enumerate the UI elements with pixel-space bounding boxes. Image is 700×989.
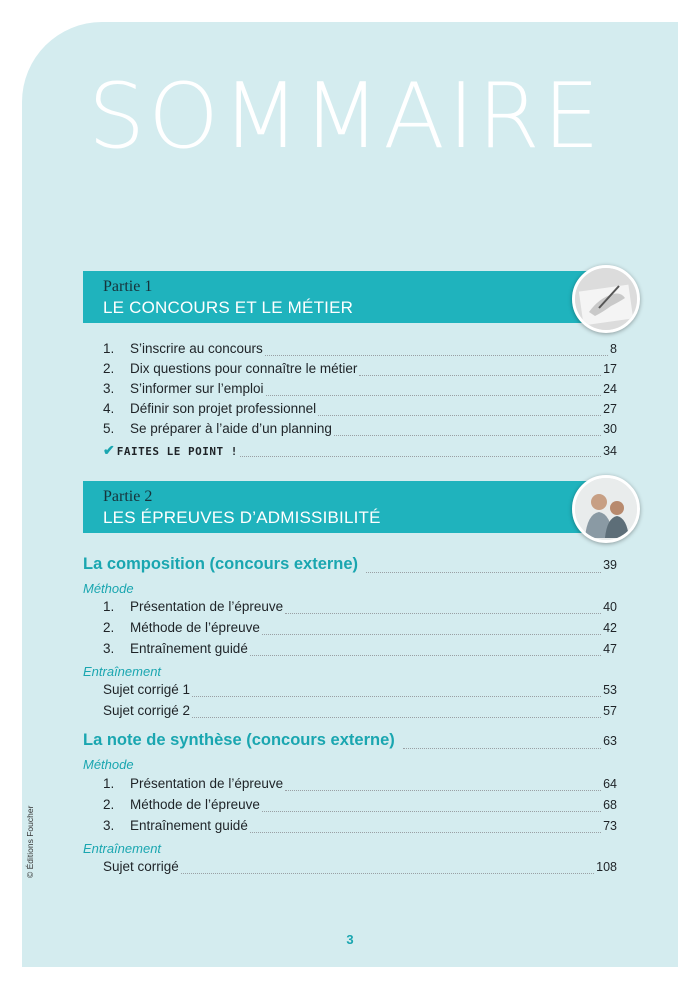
toc-item-page: 53	[603, 683, 617, 697]
dot-leader	[334, 435, 601, 436]
toc-item[interactable]	[103, 641, 617, 661]
toc-item-page: 73	[603, 819, 617, 833]
toc-item-number: 3.	[103, 381, 115, 396]
toc-item-title: Dix questions pour connaître le métier	[130, 361, 358, 376]
dot-leader	[285, 613, 601, 614]
section-page: 39	[603, 558, 617, 572]
dot-leader	[266, 395, 602, 396]
toc-item[interactable]	[103, 620, 617, 640]
toc-item-page: 8	[610, 342, 617, 356]
toc-item-title: Présentation de l’épreuve	[130, 599, 284, 614]
dot-leader	[262, 811, 601, 812]
checkpoint-text: FAITES LE POINT !	[116, 445, 238, 458]
toc-item[interactable]	[103, 859, 617, 879]
toc-item-page: 57	[603, 704, 617, 718]
toc-item-page: 24	[603, 382, 617, 396]
toc-item[interactable]	[103, 401, 617, 421]
part2-banner	[83, 481, 623, 533]
dot-leader	[359, 375, 601, 376]
dot-leader	[285, 790, 601, 791]
toc-item-page: 42	[603, 621, 617, 635]
toc-item[interactable]	[103, 818, 617, 838]
part1-photo-writing-hand	[572, 265, 640, 333]
toc-item-number: 2.	[103, 361, 115, 376]
checkmark-icon: ✔	[103, 442, 115, 458]
part2-photo-people	[572, 475, 640, 543]
dot-leader	[366, 572, 601, 573]
toc-item-number: 3.	[103, 641, 115, 656]
toc-item[interactable]	[103, 421, 617, 441]
part1-banner	[83, 271, 623, 323]
checkpoint-label	[103, 442, 238, 459]
section-page: 63	[603, 734, 617, 748]
toc-item-title: Se préparer à l’aide d’un planning	[130, 421, 332, 436]
toc-item[interactable]	[103, 703, 617, 723]
copyright-notice: © Éditions Foucher	[25, 805, 35, 878]
category-label-methode: Méthode	[83, 581, 134, 596]
section-heading[interactable]	[83, 555, 617, 579]
dot-leader	[250, 832, 601, 833]
part2-title: LES ÉPREUVES D’ADMISSIBILITÉ	[103, 508, 381, 527]
toc-item-number: 2.	[103, 797, 115, 812]
dot-leader	[240, 456, 601, 457]
dot-leader	[265, 355, 608, 356]
checkpoint-item[interactable]	[103, 442, 617, 462]
dot-leader	[192, 717, 601, 718]
section-heading[interactable]	[83, 731, 617, 755]
toc-item-title: S’inscrire au concours	[130, 341, 263, 356]
page-title: SOMMAIRE	[88, 64, 603, 169]
toc-item[interactable]	[103, 381, 617, 401]
toc-item-number: 1.	[103, 341, 115, 356]
toc-item-title: Définir son projet professionnel	[130, 401, 317, 416]
dot-leader	[262, 634, 601, 635]
toc-item[interactable]	[103, 599, 617, 619]
toc-item-title: Sujet corrigé	[103, 859, 179, 874]
toc-item-number: 2.	[103, 620, 115, 635]
toc-item-page: 64	[603, 777, 617, 791]
toc-item-page: 47	[603, 642, 617, 656]
toc-item-title: S’informer sur l’emploi	[130, 381, 264, 396]
page-number: 3	[346, 932, 354, 947]
toc-item-number: 3.	[103, 818, 115, 833]
toc-item-page: 27	[603, 402, 617, 416]
dot-leader	[403, 748, 601, 749]
dot-leader	[318, 415, 601, 416]
part1-label: Partie 1	[103, 278, 153, 295]
dot-leader	[181, 873, 594, 874]
toc-item-title: Méthode de l’épreuve	[130, 620, 260, 635]
toc-item-page: 30	[603, 422, 617, 436]
toc-item-number: 5.	[103, 421, 115, 436]
category-label-entrainement: Entraînement	[83, 841, 162, 856]
toc-item[interactable]	[103, 682, 617, 702]
dot-leader	[192, 696, 601, 697]
dot-leader	[250, 655, 601, 656]
part2-label: Partie 2	[103, 488, 153, 505]
category-label-entrainement: Entraînement	[83, 664, 162, 679]
part1-title: LE CONCOURS ET LE MÉTIER	[103, 298, 354, 317]
toc-item-number: 1.	[103, 776, 115, 791]
toc-item-page: 108	[596, 860, 617, 874]
toc-item-title: Entraînement guidé	[130, 641, 248, 656]
toc-item-title: Méthode de l’épreuve	[130, 797, 260, 812]
toc-item-title: Présentation de l’épreuve	[130, 776, 284, 791]
toc-item-page: 17	[603, 362, 617, 376]
toc-item-number: 1.	[103, 599, 115, 614]
toc-item-title: Entraînement guidé	[130, 818, 248, 833]
section-title: La note de synthèse (concours externe)	[83, 731, 395, 749]
checkpoint-page: 34	[603, 444, 617, 458]
toc-item[interactable]	[103, 797, 617, 817]
toc-item-page: 68	[603, 798, 617, 812]
toc-item[interactable]	[103, 776, 617, 796]
toc-item-title: Sujet corrigé 1	[103, 682, 191, 697]
toc-item-page: 40	[603, 600, 617, 614]
toc-item-number: 4.	[103, 401, 115, 416]
category-label-methode: Méthode	[83, 757, 134, 772]
section-title: La composition (concours externe)	[83, 555, 359, 573]
toc-item[interactable]	[103, 361, 617, 381]
toc-item-title: Sujet corrigé 2	[103, 703, 191, 718]
toc-item[interactable]	[103, 341, 617, 361]
